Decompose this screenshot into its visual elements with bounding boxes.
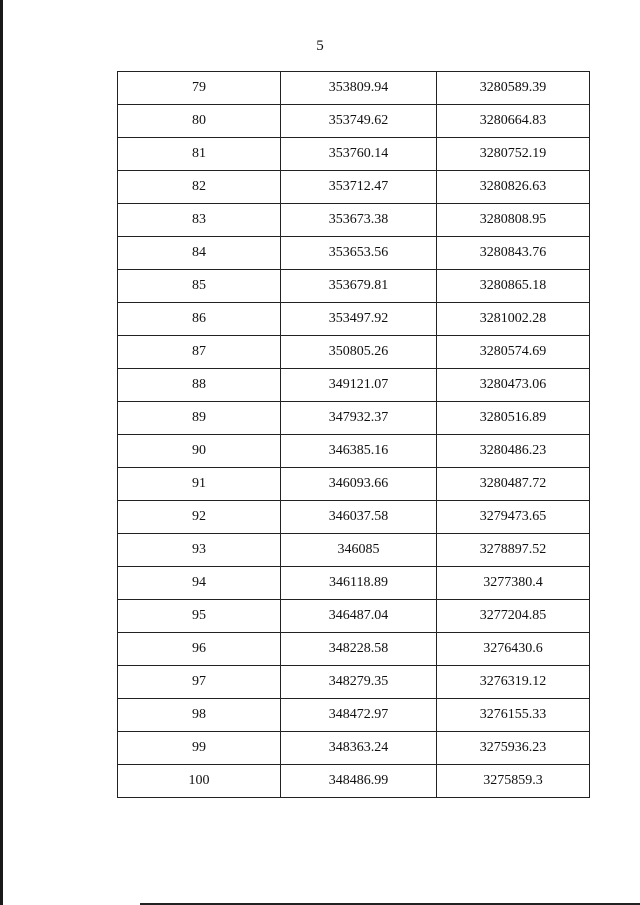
y-coordinate-cell: 3280486.23 [437,435,590,468]
y-coordinate-cell: 3280843.76 [437,237,590,270]
x-coordinate-cell: 353712.47 [281,171,437,204]
x-coordinate-cell: 353673.38 [281,204,437,237]
point-number-cell: 86 [118,303,281,336]
table-row [118,138,590,171]
table-row [118,633,590,666]
table-row [118,237,590,270]
point-number-cell: 87 [118,336,281,369]
page-number: 5 [316,38,324,54]
point-number-cell: 96 [118,633,281,666]
point-number-cell: 88 [118,369,281,402]
y-coordinate-cell: 3280752.19 [437,138,590,171]
y-coordinate-cell: 3280589.39 [437,72,590,105]
x-coordinate-cell: 353809.94 [281,72,437,105]
point-number-cell: 93 [118,534,281,567]
x-coordinate-cell: 348363.24 [281,732,437,765]
y-coordinate-cell: 3277204.85 [437,600,590,633]
point-number-cell: 81 [118,138,281,171]
x-coordinate-cell: 353760.14 [281,138,437,171]
y-coordinate-cell: 3280826.63 [437,171,590,204]
table-row [118,567,590,600]
coordinate-table-body [118,72,590,798]
x-coordinate-cell: 346487.04 [281,600,437,633]
table-row [118,501,590,534]
y-coordinate-cell: 3280574.69 [437,336,590,369]
point-number-cell: 83 [118,204,281,237]
y-coordinate-cell: 3276319.12 [437,666,590,699]
point-number-cell: 98 [118,699,281,732]
table-row [118,765,590,798]
x-coordinate-cell: 348228.58 [281,633,437,666]
x-coordinate-cell: 353749.62 [281,105,437,138]
y-coordinate-cell: 3276430.6 [437,633,590,666]
y-coordinate-cell: 3275859.3 [437,765,590,798]
point-number-cell: 84 [118,237,281,270]
y-coordinate-cell: 3279473.65 [437,501,590,534]
x-coordinate-cell: 349121.07 [281,369,437,402]
point-number-cell: 97 [118,666,281,699]
x-coordinate-cell: 346037.58 [281,501,437,534]
table-row [118,72,590,105]
y-coordinate-cell: 3280664.83 [437,105,590,138]
y-coordinate-cell: 3278897.52 [437,534,590,567]
table-row [118,270,590,303]
y-coordinate-cell: 3280865.18 [437,270,590,303]
x-coordinate-cell: 353497.92 [281,303,437,336]
x-coordinate-cell: 346085 [281,534,437,567]
y-coordinate-cell: 3281002.28 [437,303,590,336]
point-number-cell: 90 [118,435,281,468]
table-row [118,732,590,765]
table-row [118,534,590,567]
y-coordinate-cell: 3280473.06 [437,369,590,402]
x-coordinate-cell: 346385.16 [281,435,437,468]
point-number-cell: 82 [118,171,281,204]
coordinate-table [117,71,590,798]
point-number-cell: 85 [118,270,281,303]
table-row [118,171,590,204]
point-number-cell: 95 [118,600,281,633]
table-row [118,402,590,435]
table-row [118,105,590,138]
x-coordinate-cell: 350805.26 [281,336,437,369]
x-coordinate-cell: 346093.66 [281,468,437,501]
point-number-cell: 91 [118,468,281,501]
point-number-cell: 80 [118,105,281,138]
point-number-cell: 92 [118,501,281,534]
table-row [118,699,590,732]
x-coordinate-cell: 348472.97 [281,699,437,732]
x-coordinate-cell: 353653.56 [281,237,437,270]
table-row [118,435,590,468]
point-number-cell: 79 [118,72,281,105]
point-number-cell: 99 [118,732,281,765]
y-coordinate-cell: 3280808.95 [437,204,590,237]
point-number-cell: 94 [118,567,281,600]
table-row [118,666,590,699]
x-coordinate-cell: 347932.37 [281,402,437,435]
y-coordinate-cell: 3275936.23 [437,732,590,765]
point-number-cell: 100 [118,765,281,798]
table-row [118,303,590,336]
y-coordinate-cell: 3276155.33 [437,699,590,732]
x-coordinate-cell: 353679.81 [281,270,437,303]
table-row [118,468,590,501]
point-number-cell: 89 [118,402,281,435]
scan-left-edge [0,0,3,905]
table-row [118,600,590,633]
y-coordinate-cell: 3280516.89 [437,402,590,435]
y-coordinate-cell: 3277380.4 [437,567,590,600]
y-coordinate-cell: 3280487.72 [437,468,590,501]
table-row [118,336,590,369]
x-coordinate-cell: 346118.89 [281,567,437,600]
x-coordinate-cell: 348279.35 [281,666,437,699]
table-row [118,204,590,237]
table-row [118,369,590,402]
x-coordinate-cell: 348486.99 [281,765,437,798]
